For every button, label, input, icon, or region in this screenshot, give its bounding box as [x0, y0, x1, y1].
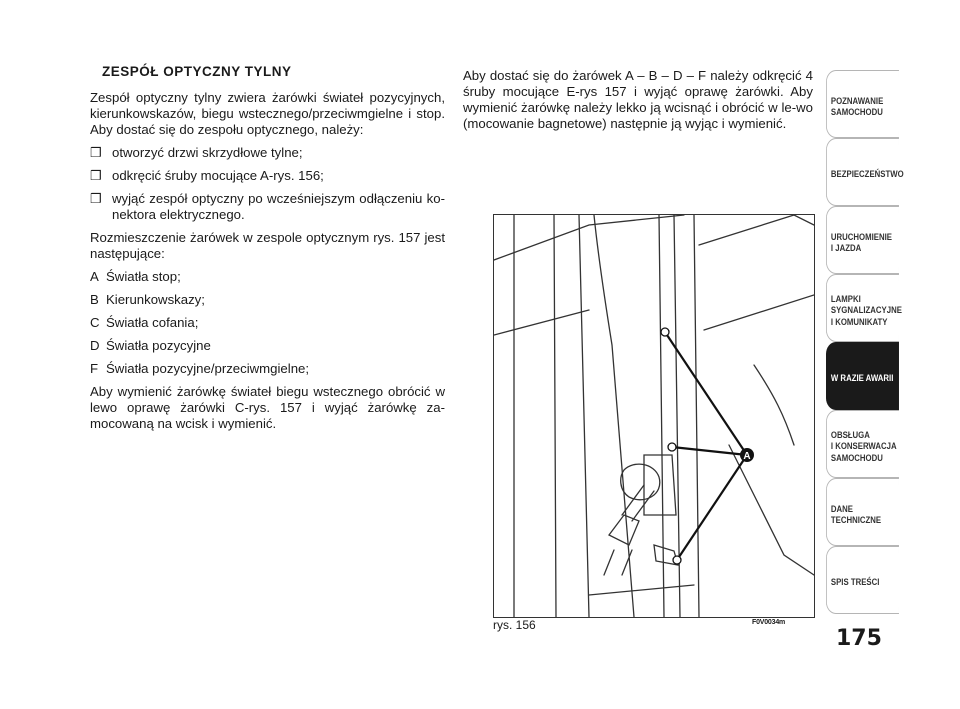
bulb-list-item: B Kierunkowskazy;: [90, 292, 205, 307]
page-number: 175: [836, 626, 882, 651]
tab-w-razie-awarii[interactable]: [826, 342, 899, 410]
tab-bezpieczenstwo[interactable]: [826, 138, 904, 206]
tab-label: W RAZIE AWARII: [830, 373, 894, 385]
checkbox-bullet-icon: ❒: [90, 168, 102, 183]
right-column: [463, 68, 813, 132]
tab-spis-tresci[interactable]: [826, 546, 899, 614]
intro-paragraph: Zespół optyczny tylny zwiera żarówki świateł pozycyjnych, kierunkowskazów, biegu wstecznego/przeciwmgielne i stop. Aby dostać się do zespołu optycznego, należy:: [90, 90, 445, 137]
tab-lampki-sygnalizacyjne[interactable]: [826, 274, 902, 342]
layout-paragraph: Rozmieszczenie żarówek w zespole optycznym rys. 157 jest następujące:: [90, 230, 445, 261]
tab-label: OBSŁUGA I KONSERWACJA SAMOCHODU: [830, 429, 897, 464]
bullet-item: ❒ otworzyć drzwi skrzydłowe tylne;: [90, 145, 303, 160]
tab-poznawanie-samochodu[interactable]: [826, 70, 899, 138]
tab-label: POZNAWANIE SAMOCHODU: [830, 95, 884, 118]
bulb-list-item: D Światła pozycyjne: [90, 338, 211, 353]
bulb-list-item: A Światła stop;: [90, 269, 181, 284]
section-heading: ZESPÓŁ OPTYCZNY TYLNY: [102, 64, 292, 79]
bulb-list-item: F Światła pozycyjne/przeciwmgielne;: [90, 361, 310, 376]
checkbox-bullet-icon: ❒: [90, 191, 102, 206]
bullet-item: ❒ wyjąć zespół optyczny po wcześniejszym odłączeniu ko-nektora elektrycznego.: [90, 191, 445, 222]
tab-label: URUCHOMIENIE I JAZDA: [830, 231, 892, 254]
tab-dane-techniczne[interactable]: [826, 478, 899, 546]
figure-caption: rys. 156: [493, 618, 536, 632]
left-column: [90, 64, 445, 439]
closing-paragraph: Aby wymienić żarówkę świateł biegu wstecznego obrócić w lewo oprawę żarówki C-rys. 157 i wyjąć żarówkę za-mocowaną na wcisk i wymienić.: [90, 384, 445, 431]
checkbox-bullet-icon: ❒: [90, 145, 102, 160]
bullet-item: ❒ odkręcić śruby mocujące A-rys. 156;: [90, 168, 324, 183]
tab-uruchomienie-i-jazda[interactable]: [826, 206, 899, 274]
right-paragraph: Aby dostać się do żarówek A – B – D – F należy odkręcić 4 śruby mocujące E-rys 157 i wyjąć oprawę żarówki. Aby wymienić żarówkę należy lekko ją wcisnąć i obrócić w le-wo (mocowanie bagnetowe) następnie ją wyjąc i wymienić.: [463, 68, 813, 131]
figure-code: F0V0034m: [752, 619, 786, 626]
tab-label: BEZPIECZEŃSTWO: [830, 169, 904, 181]
figure-illustration: [493, 214, 815, 618]
bulb-list-item: C Światła cofania;: [90, 315, 199, 330]
callout-a-label: A: [743, 451, 751, 462]
door-hinge-drawing: [494, 215, 814, 617]
tab-label: DANE TECHNICZNE: [830, 503, 882, 526]
tab-obsluga-i-konserwacja[interactable]: [826, 410, 899, 478]
tab-label: LAMPKI SYGNALIZACYJNE I KOMUNIKATY: [830, 293, 902, 328]
tab-label: SPIS TREŚCI: [830, 577, 880, 589]
